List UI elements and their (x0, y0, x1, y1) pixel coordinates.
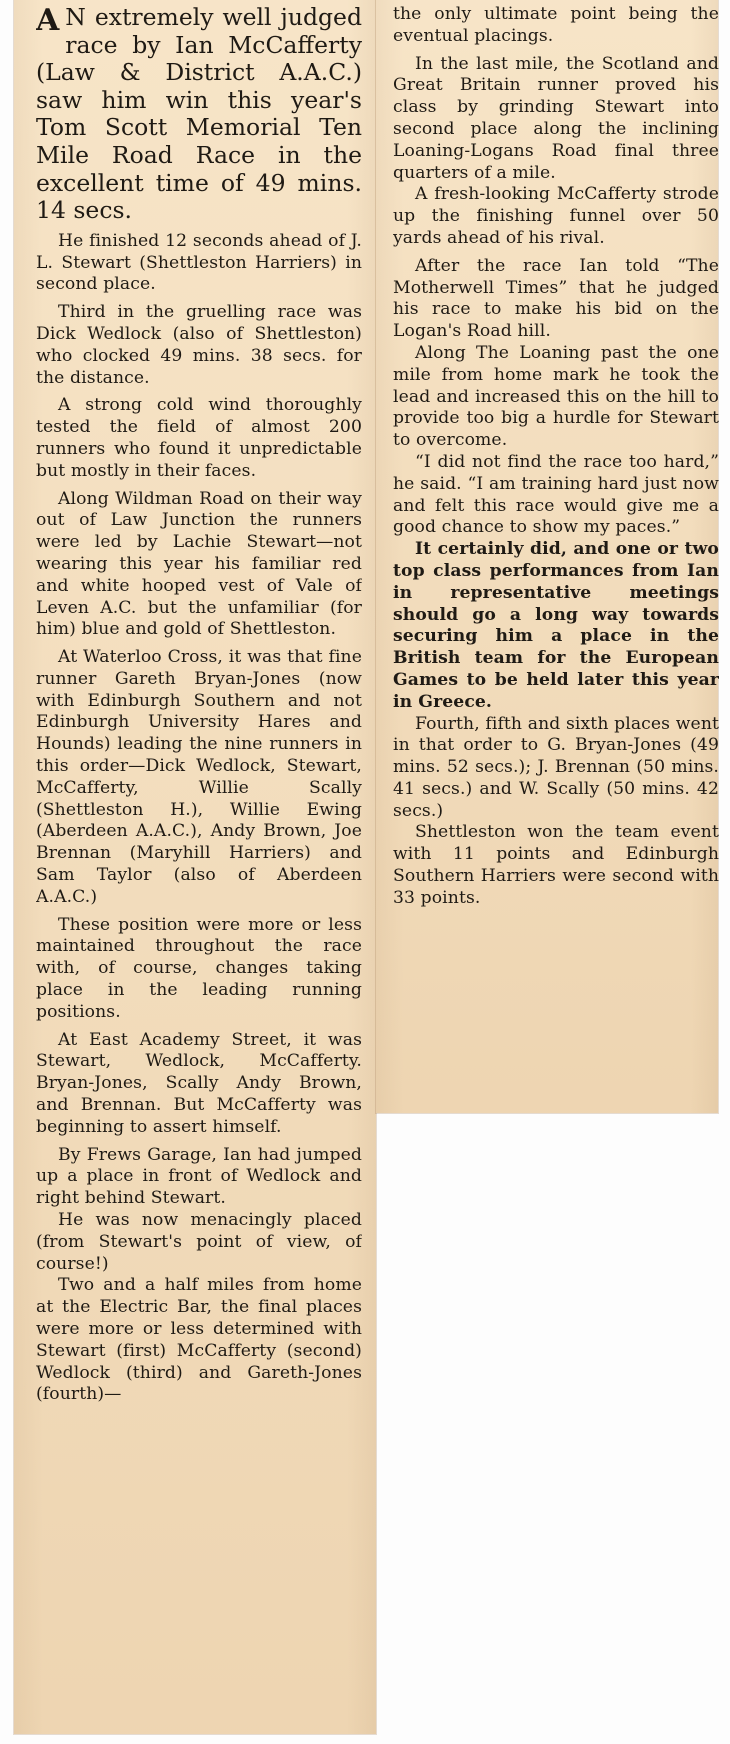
bold-paragraph: It certainly did, and one or two top class performances from Ian in representative meetings should go a long way towards securing him a place in the British team for the European Games to be held later this year in Greece. (393, 539, 719, 712)
paragraph: At East Academy Street, it was Stewart, Wedlock, McCafferty. Bryan-Jones, Scally Andy Brown, and Brennan. But McCafferty was beginning to assert himself. (36, 1029, 362, 1137)
paragraph: Two and a half miles from home at the Electric Bar, the final places were more or less determined with Stewart (first) McCafferty (second) Wedlock (third) and Gareth-Jones (fourth)— (36, 1275, 362, 1405)
drop-cap: A (36, 4, 60, 38)
paragraph: “I did not find the race too hard,” he said. “I am training hard just now and felt this race would give me a good chance to show my paces.” (393, 451, 719, 538)
article-column-1 (36, 4, 362, 1728)
paragraph: At Waterloo Cross, it was that fine runner Gareth Bryan-Jones (now with Edinburgh Southern and not Edinburgh University Hares and Hounds) leading the nine runners in this order—Dick Wedlock, Stewart, McCafferty, Willie Scally (Shettleston H.), Willie Ewing (Aberdeen A.A.C.), Andy Brown, Joe Brennan (Maryhill Harriers) and Sam Taylor (also of Aberdeen A.A.C.) (36, 647, 362, 907)
paragraph: Fourth, fifth and sixth places went in that order to G. Bryan-Jones (49 mins. 52 secs.); J. Brennan (50 mins. 41 secs.) and W. Scally (50 mins. 42 secs.) (393, 713, 719, 821)
paragraph: Along Wildman Road on their way out of Law Junction the runners were led by Lachie Stewart—not wearing this year his familiar red and white hooped vest of Vale of Leven A.C. but the unfamiliar (for him) blue and gold of Shettleston. (36, 488, 362, 640)
paragraph: Shettleston won the team event with 11 points and Edinburgh Southern Harriers were second with 33 points. (393, 822, 719, 908)
paragraph: He was now menacingly placed (from Stewart's point of view, of course!) (36, 1210, 362, 1274)
article-column-2 (393, 4, 719, 1104)
paragraph: After the race Ian told “The Motherwell Times” that he judged his race to make his bid on the Logan's Road hill. (393, 255, 719, 342)
article-lead-paragraph (36, 4, 362, 231)
paragraph: Third in the gruelling race was Dick Wedlock (also of Shettleston) who clocked 49 mins. 38 secs. for the distance. (36, 302, 362, 388)
paragraph-continued: the only ultimate point being the eventual placings. (393, 4, 719, 46)
paragraph: These position were more or less maintained throughout the race with, of course, changes taking place in the leading running positions. (36, 914, 362, 1022)
lead-text: N extremely well judged race by Ian McCafferty (Law & District A.A.C.) saw him win this year's Tom Scott Memorial Ten Mile Road Race in the excellent time of 49 mins. 14 secs. (36, 4, 362, 225)
paragraph: In the last mile, the Scotland and Great Britain runner proved his class by grinding Stewart into second place along the inclining Loaning-Logans Road final three quarters of a mile. (393, 53, 719, 183)
paragraph: He finished 12 seconds ahead of J. L. Stewart (Shettleston Harriers) in second place. (36, 230, 362, 295)
paragraph: A fresh-looking McCafferty strode up the finishing funnel over 50 yards ahead of his rival. (393, 184, 719, 248)
paragraph: Along The Loaning past the one mile from home mark he took the lead and increased this on the hill to provide too big a hurdle for Stewart to overcome. (393, 342, 719, 451)
paragraph: A strong cold wind thoroughly tested the field of almost 200 runners who found it unpredictable but mostly in their faces. (36, 395, 362, 481)
paragraph: By Frews Garage, Ian had jumped up a place in front of Wedlock and right behind Stewart. (36, 1144, 362, 1209)
